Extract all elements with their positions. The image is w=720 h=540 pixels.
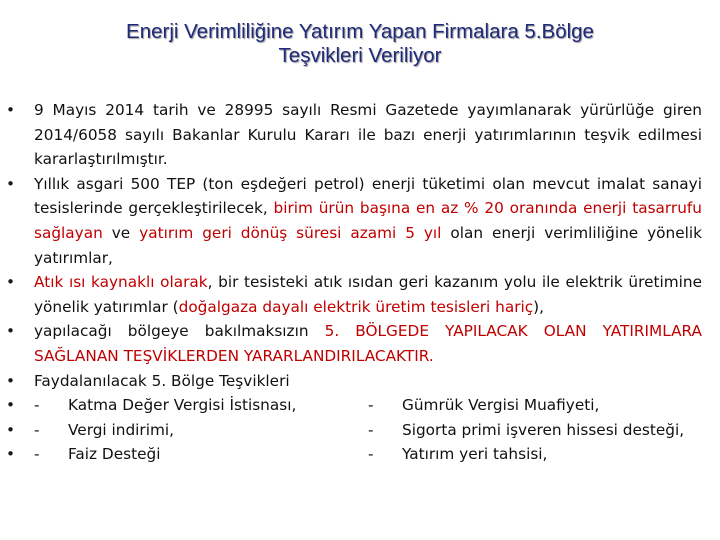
dash: - <box>368 445 374 464</box>
bullet-text-part: Yıllık asgari 500 TEP (ton eşdeğeri petrol) enerji tüketimi olan mevcut imalat sanayi tesislerinde gerçekleştirilecek, <box>34 174 702 218</box>
bullet-list <box>6 98 702 467</box>
bullet-item-yatirim-sartlari <box>6 172 702 270</box>
incentive-right: Gümrük Vergisi Muafiyeti, <box>402 396 600 415</box>
bullet-text-part: yapılacağı bölgeye bakılmaksızın <box>34 322 325 341</box>
page-title <box>0 20 720 68</box>
incentive-row <box>6 418 702 443</box>
bullet-item-resmi-gazete <box>6 98 702 172</box>
bullet-text: 9 Mayıs 2014 tarih ve 28995 sayılı Resmi Gazetede yayımlanarak yürürlüğe giren 2014/6058 sayılı Bakanlar Kurulu Kararı ile bazı enerji yatırımlarının teşvik edilmesi kararlaştırılmıştır. <box>34 101 702 169</box>
highlight-5-bolge: 5. BÖLGEDE YAPILACAK OLAN YATIRIMLARA SAĞLANAN TEŞVİKLERDEN YARARLANDIRILACAKTIR. <box>34 322 703 365</box>
incentive-right: Yatırım yeri tahsisi, <box>402 445 548 464</box>
incentive-right: Sigorta primi işveren hissesi desteği, <box>402 420 685 439</box>
incentive-left: Katma Değer Vergisi İstisnası, <box>68 396 297 415</box>
highlight-dogalgaz: doğalgaza dayalı elektrik üretim tesisleri hariç <box>178 297 534 316</box>
dash: • - <box>34 445 40 464</box>
dash: - <box>368 396 374 415</box>
bullet-text: Faydalanılacak 5. Bölge Teşvikleri <box>34 371 290 390</box>
bullet-text-part: ve <box>102 223 140 242</box>
bullet-text-part: , bir tesisteki atık ısıdan geri kazanım yolu ile elektrik üretimine yönelik yatırımlar ( <box>34 273 702 316</box>
incentive-left: Vergi indirimi, <box>68 420 174 439</box>
dash: • - <box>34 396 40 415</box>
highlight-geri-donus: yatırım geri dönüş süresi azami 5 yıl <box>139 223 442 242</box>
bullet-item-atik-isi <box>6 270 702 319</box>
incentive-row <box>6 442 702 467</box>
bullet-item-tesvikler-baslik <box>6 369 702 394</box>
title-line-2: Teşvikleri Veriliyor <box>278 44 442 67</box>
incentive-row <box>6 393 702 418</box>
bullet-item-bolge <box>6 319 702 368</box>
highlight-tasarruf: birim ürün başına en az % 20 oranında enerji tasarrufu sağlayan <box>34 199 702 242</box>
bullet-text-part: ), <box>533 297 545 316</box>
title-line-1: Enerji Verimliliğine Yatırım Yapan Firmalara 5.Bölge <box>126 20 594 43</box>
bullet-text-part: olan enerji verimliliğine yönelik yatırımlar, <box>34 223 703 267</box>
dash: • - <box>34 420 40 439</box>
dash: - <box>368 420 374 439</box>
highlight-atik-isi: Atık ısı kaynaklı olarak <box>34 273 208 292</box>
incentive-left: Faiz Desteği <box>68 445 161 464</box>
